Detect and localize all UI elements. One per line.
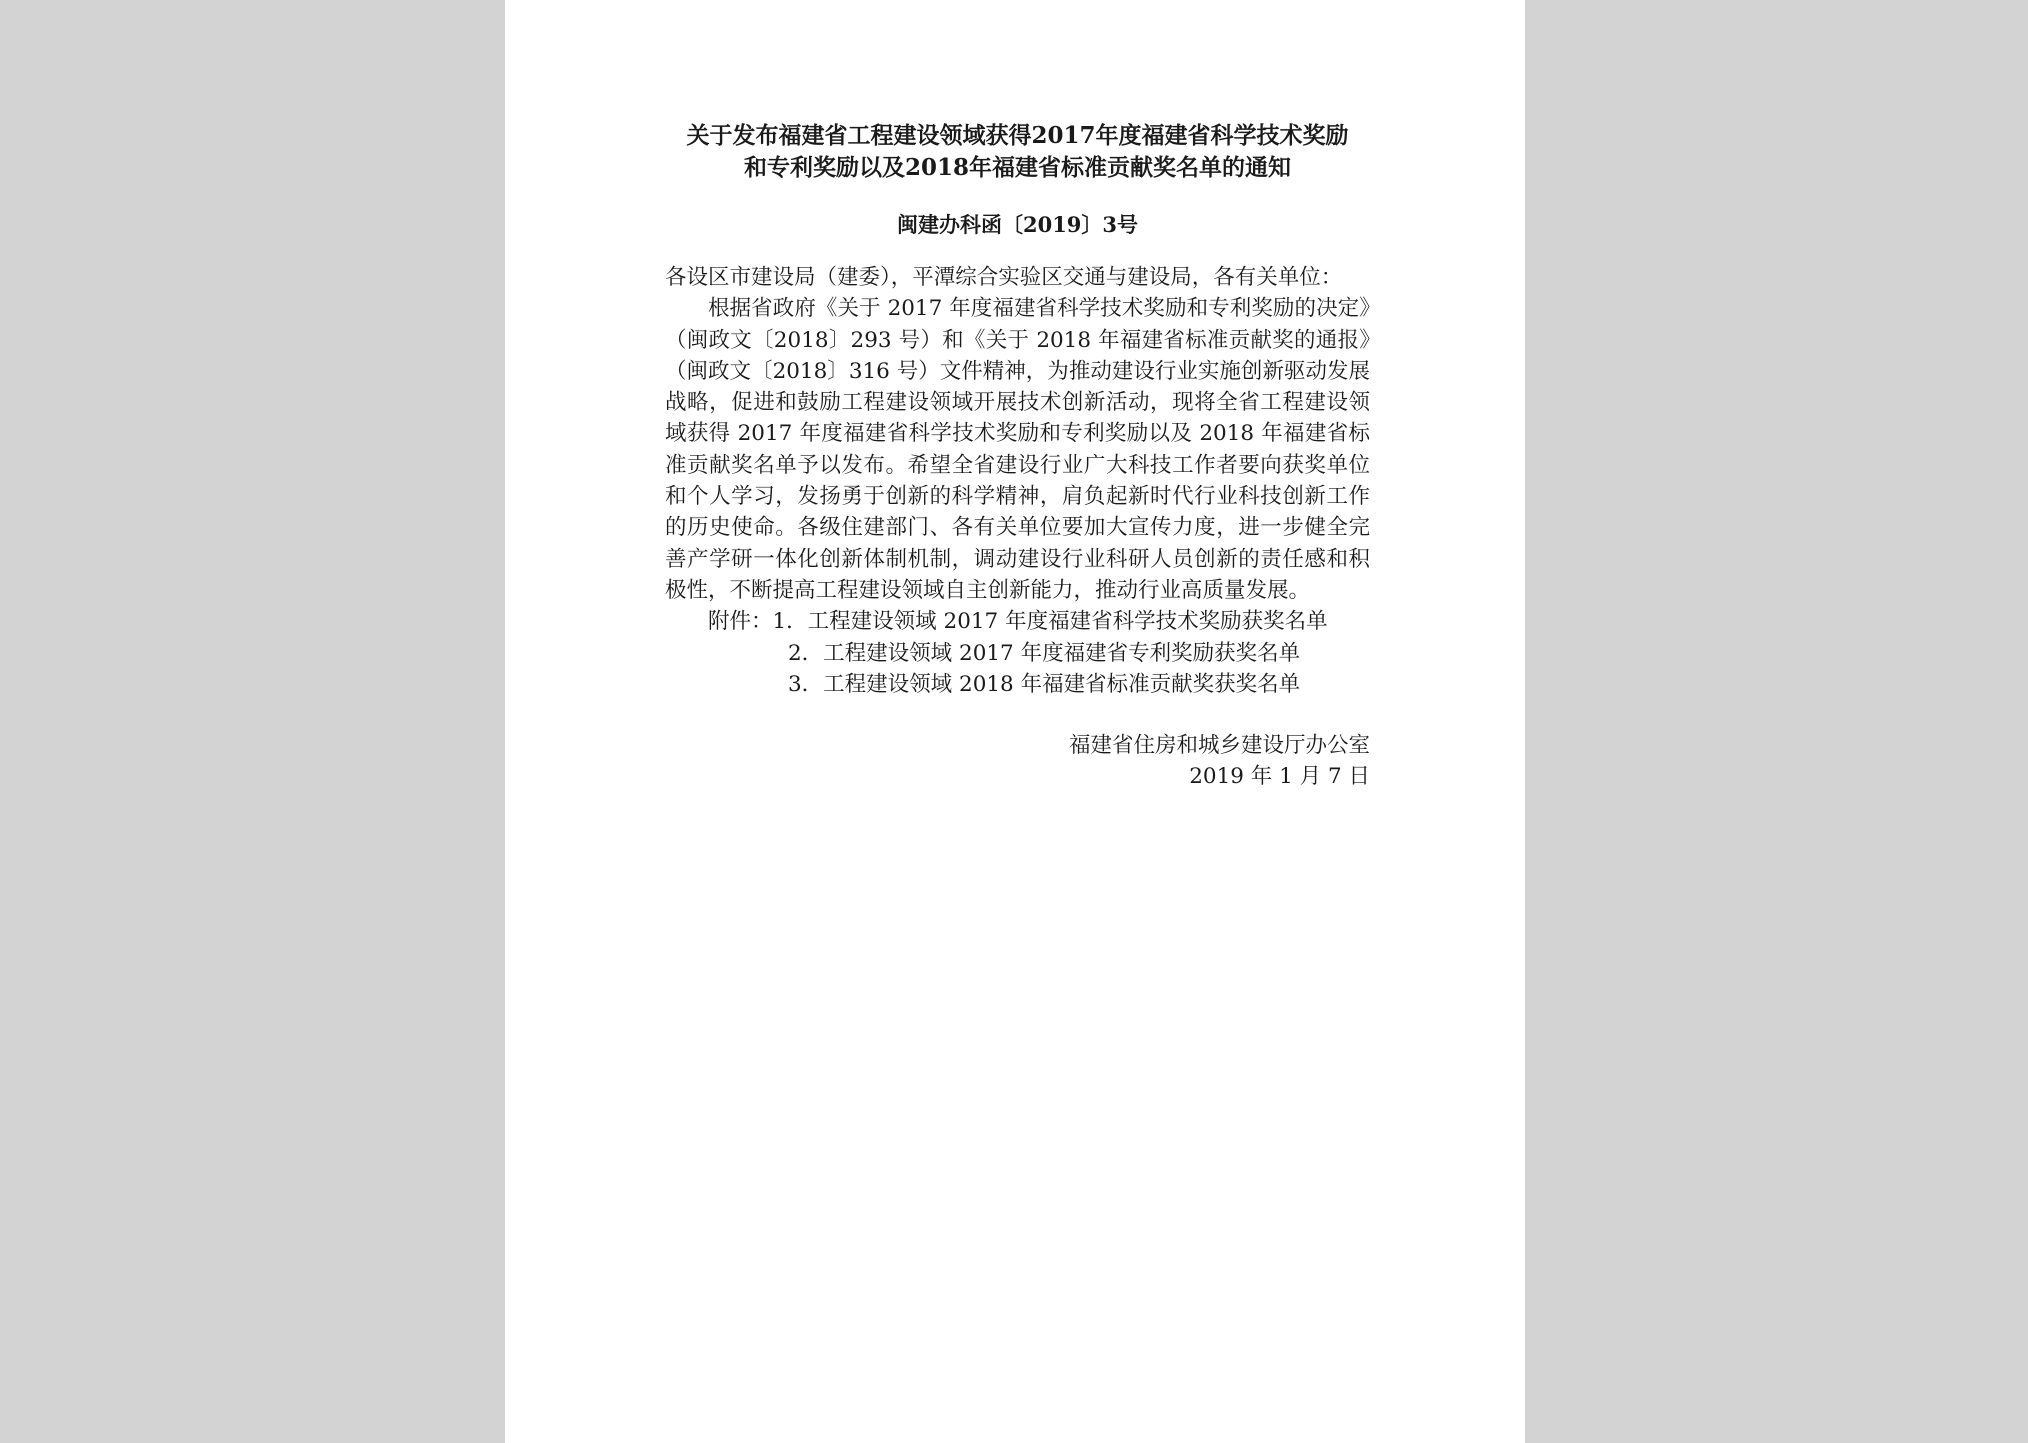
issuer-name: 福建省住房和城乡建设厅办公室 [1068,733,1370,759]
document-number: 闽建办科函〔2019〕3号 [896,212,1139,237]
title-line-2: 和专利奖励以及2018年福建省标准贡献奖名单的通知 [743,154,1291,181]
document-content [665,120,1370,792]
title-line-1: 关于发布福建省工程建设领域获得2017年度福建省科学技术奖励 [686,122,1349,149]
issue-date: 2019 年 1 月 7 日 [1189,764,1370,790]
signature-block [665,730,1370,792]
attachment-item-1: 附件：1．工程建设领域 2017 年度福建省科学技术奖励获奖名单 [708,609,1328,635]
addressee: 各设区市建设局（建委），平潭综合实验区交通与建设局，各有关单位： [665,265,1343,290]
body-paragraph: 根据省政府《关于 2017 年度福建省科学技术奖励和专利奖励的决定》（闽政文〔2018〕293 号）和《关于 2018 年福建省标准贡献奖的通报》（闽政文〔2018〕316 号）文件精神，为推动建设行业实施创新驱动发展战略，促进和鼓励工程建设领域开展技术创新活动，现将全省工程建设领域获得 2017 年度福建省科学技术奖励和专利奖励以及 2018 年福建省标准贡献奖名单予以发布。希望全省建设行业广大科技工作者要向获奖单位和个人学习，发扬勇于创新的科学精神，肩负起新时代行业科技创新工作的历史使命。各级住建部门、各有关单位要加大宣传力度，进一步健全完善产学研一体化创新体制机制，调动建设行业科研人员创新的责任感和积极性，不断提高工程建设领域自主创新能力，推动行业高质量发展。 [665,296,1370,603]
document-title [665,120,1370,184]
attachment-item-3: 3．工程建设领域 2018 年福建省标准贡献奖获奖名单 [788,671,1301,697]
document-page [505,0,1525,1443]
attachment-item-2: 2．工程建设领域 2017 年度福建省专利奖励获奖名单 [788,640,1301,666]
